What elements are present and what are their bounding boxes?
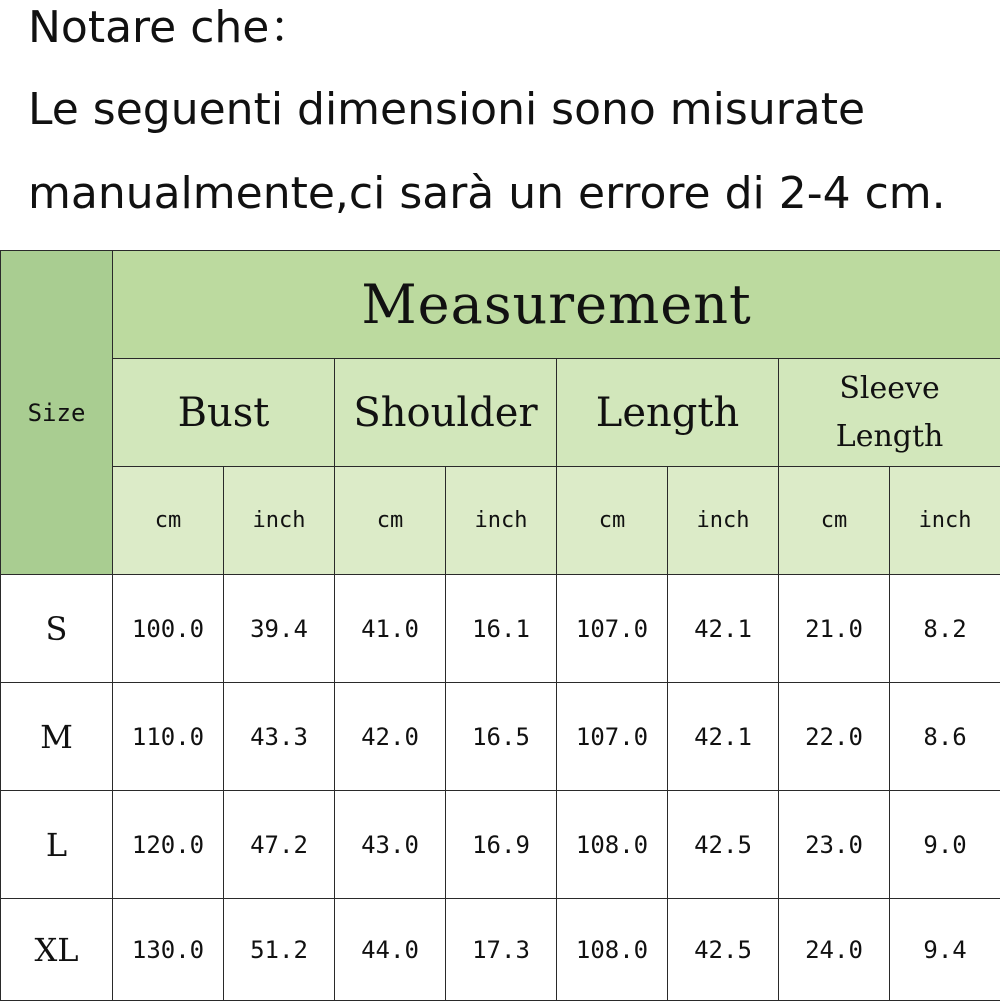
- value-cell: 100.0: [113, 575, 224, 683]
- notice-line-2: Le seguenti dimensioni sono misurate: [28, 84, 865, 136]
- group-header-shoulder: Shoulder: [335, 359, 557, 467]
- value-cell: 22.0: [779, 683, 890, 791]
- value-cell: 110.0: [113, 683, 224, 791]
- value-cell: 16.1: [446, 575, 557, 683]
- unit-header: inch: [446, 467, 557, 575]
- unit-header: inch: [668, 467, 779, 575]
- value-cell: 24.0: [779, 899, 890, 1001]
- value-cell: 42.1: [668, 575, 779, 683]
- size-cell: XL: [1, 899, 113, 1001]
- value-cell: 130.0: [113, 899, 224, 1001]
- unit-header: cm: [779, 467, 890, 575]
- header-row-measurement: [1, 251, 1000, 359]
- value-cell: 44.0: [335, 899, 446, 1001]
- value-cell: 8.2: [890, 575, 1000, 683]
- header-row-groups: [1, 359, 1000, 467]
- value-cell: 23.0: [779, 791, 890, 899]
- group-header-sleeve-length: Sleeve Length: [779, 359, 1000, 467]
- value-cell: 8.6: [890, 683, 1000, 791]
- unit-header: cm: [113, 467, 224, 575]
- size-cell: L: [1, 791, 113, 899]
- value-cell: 108.0: [557, 791, 668, 899]
- notice-line-3: manualmente,ci sarà un errore di 2-4 cm.: [28, 168, 946, 220]
- size-cell: S: [1, 575, 113, 683]
- value-cell: 107.0: [557, 683, 668, 791]
- value-cell: 42.0: [335, 683, 446, 791]
- value-cell: 120.0: [113, 791, 224, 899]
- value-cell: 16.9: [446, 791, 557, 899]
- table-row: [1, 683, 1000, 791]
- size-table: [0, 250, 1000, 1001]
- value-cell: 41.0: [335, 575, 446, 683]
- value-cell: 43.0: [335, 791, 446, 899]
- group-header-length: Length: [557, 359, 779, 467]
- value-cell: 43.3: [224, 683, 335, 791]
- value-cell: 42.5: [668, 791, 779, 899]
- measurement-header: Measurement: [113, 251, 1000, 359]
- value-cell: 107.0: [557, 575, 668, 683]
- value-cell: 9.4: [890, 899, 1000, 1001]
- value-cell: 42.5: [668, 899, 779, 1001]
- unit-header: cm: [335, 467, 446, 575]
- size-cell: M: [1, 683, 113, 791]
- notice-line-1: Notare che：: [28, 2, 313, 54]
- value-cell: 47.2: [224, 791, 335, 899]
- value-cell: 42.1: [668, 683, 779, 791]
- table-row: [1, 575, 1000, 683]
- group-header-bust: Bust: [113, 359, 335, 467]
- header-row-units: [1, 467, 1000, 575]
- unit-header: inch: [224, 467, 335, 575]
- value-cell: 16.5: [446, 683, 557, 791]
- value-cell: 9.0: [890, 791, 1000, 899]
- size-header: Size: [1, 251, 113, 575]
- value-cell: 21.0: [779, 575, 890, 683]
- unit-header: inch: [890, 467, 1000, 575]
- unit-header: cm: [557, 467, 668, 575]
- value-cell: 108.0: [557, 899, 668, 1001]
- size-chart: [0, 250, 1000, 1000]
- value-cell: 17.3: [446, 899, 557, 1001]
- table-row: [1, 899, 1000, 1001]
- table-row: [1, 791, 1000, 899]
- value-cell: 39.4: [224, 575, 335, 683]
- value-cell: 51.2: [224, 899, 335, 1001]
